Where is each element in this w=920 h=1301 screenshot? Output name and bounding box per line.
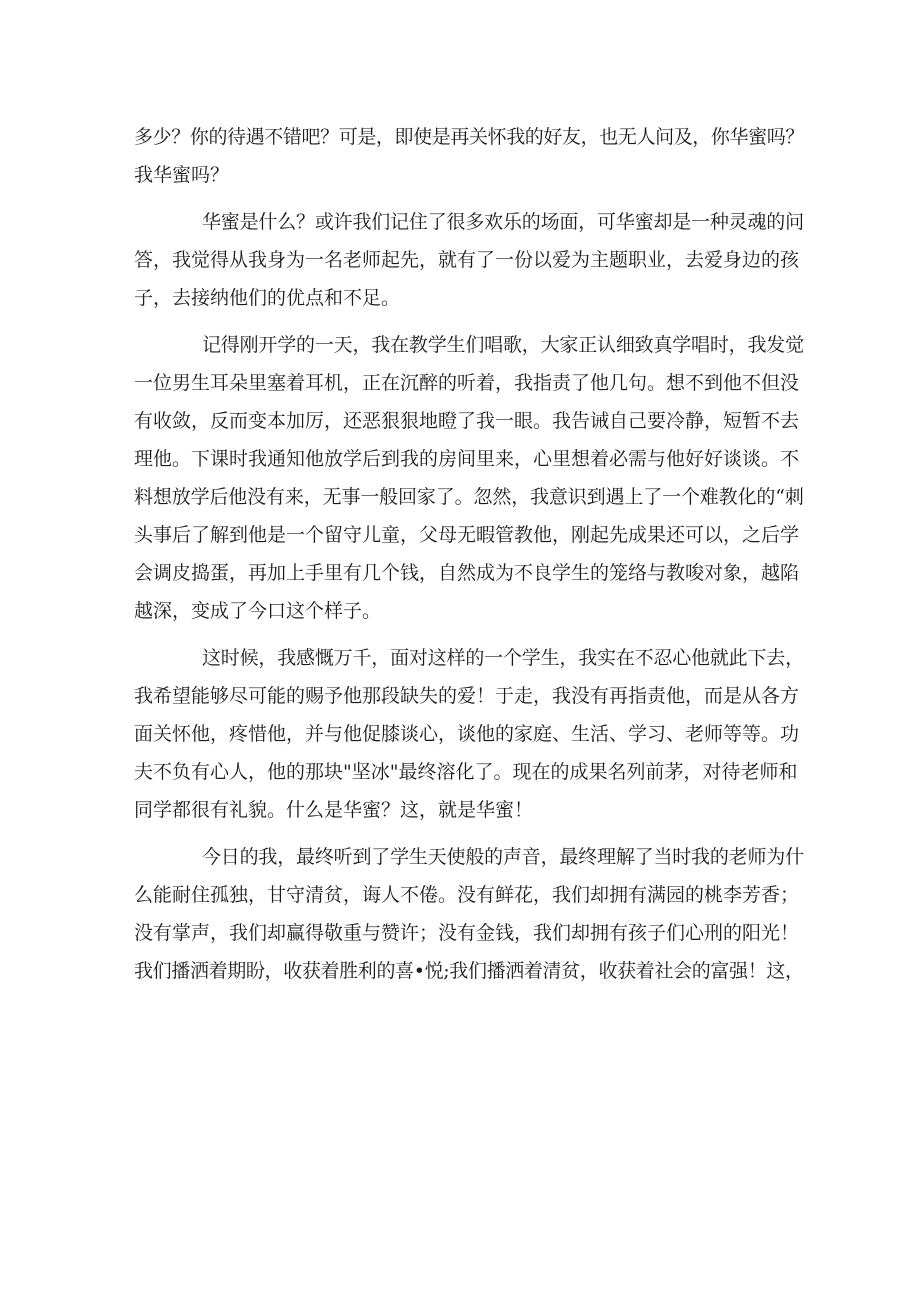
paragraph-line: 么能耐住孤独，甘守清贫，诲人不倦。没有鲜花，我们却拥有满园的桃李芳香； bbox=[134, 884, 800, 906]
paragraph-line: 有收敛，反而变本加厉，还恶狠狠地瞪了我一眼。我告诫自己要冷静，短暂不去 bbox=[134, 410, 800, 432]
paragraph-line: 今日的我，最终听到了学生天使般的声音，最终理解了当时我的老师为什 bbox=[202, 846, 804, 868]
paragraph-line: 同学都很有礼貌。什么是华蜜？这，就是华蜜！ bbox=[134, 799, 534, 821]
paragraph-line: 我华蜜吗？ bbox=[134, 164, 230, 186]
paragraph-line: 记得刚开学的一天，我在教学生们唱歌，大家正认细致真学唱时，我发觉 bbox=[202, 334, 804, 356]
paragraph-line: 越深，变成了今口这个样子。 bbox=[134, 600, 382, 622]
paragraph-line: 我希望能够尽可能的赐予他那段缺失的爱！于走，我没有再指责他，而是从各方 bbox=[134, 685, 800, 707]
paragraph-line: 一位男生耳朵里塞着耳机，正在沉醉的听着，我指责了他几句。想不到他不但没 bbox=[134, 372, 800, 394]
paragraph-line: 会调皮捣蛋，再加上手里有几个钱，自然成为不良学生的笼络与教唆对象，越陷 bbox=[134, 562, 800, 584]
paragraph-line: 答，我觉得从我身为一名老师起先，就有了一份以爱为主题职业，去爱身边的孩 bbox=[134, 249, 800, 271]
paragraph-line: 面关怀他，疼惜他，并与他促膝谈心，谈他的家庭、生活、学习、老师等等。功 bbox=[134, 723, 800, 745]
paragraph-line: 我们播洒着期盼，收获着胜利的喜•悦;我们播洒着清贫，收获着社会的富强！这， bbox=[134, 960, 804, 982]
paragraph-line: 这时候，我感慨万千，面对这样的一个学生，我实在不忍心他就此下去， bbox=[202, 647, 804, 669]
paragraph-line: 没有掌声，我们却赢得敬重与赞许；没有金钱，我们却拥有孩子们心刑的阳光！ bbox=[134, 922, 800, 944]
paragraph-line: 理他。下课时我通知他放学后到我的房间里来，心里想着必需与他好好谈谈。不 bbox=[134, 448, 800, 470]
paragraph-line: 多少？你的待遇不错吧？可是，即使是再关怀我的好友，也无人问及，你华蜜吗？ bbox=[134, 126, 804, 148]
paragraph-line: 头事后了解到他是一个留守儿童，父母无暇管教他，刚起先成果还可以，之后学 bbox=[134, 524, 800, 546]
paragraph-line: 华蜜是什么？或许我们记住了很多欢乐的场面，可华蜜却是一种灵魂的问 bbox=[202, 211, 804, 233]
paragraph-line: 子，去接纳他们的优点和不足。 bbox=[134, 287, 401, 309]
paragraph-line: 料想放学后他没有来，无事一般回家了。忽然，我意识到遇上了一个难教化的“刺 bbox=[134, 486, 804, 508]
paragraph-line: 夫不负有心人，他的那块"坚冰"最终溶化了。现在的成果名列前茅，对待老师和 bbox=[134, 761, 798, 783]
document-body bbox=[134, 118, 804, 990]
